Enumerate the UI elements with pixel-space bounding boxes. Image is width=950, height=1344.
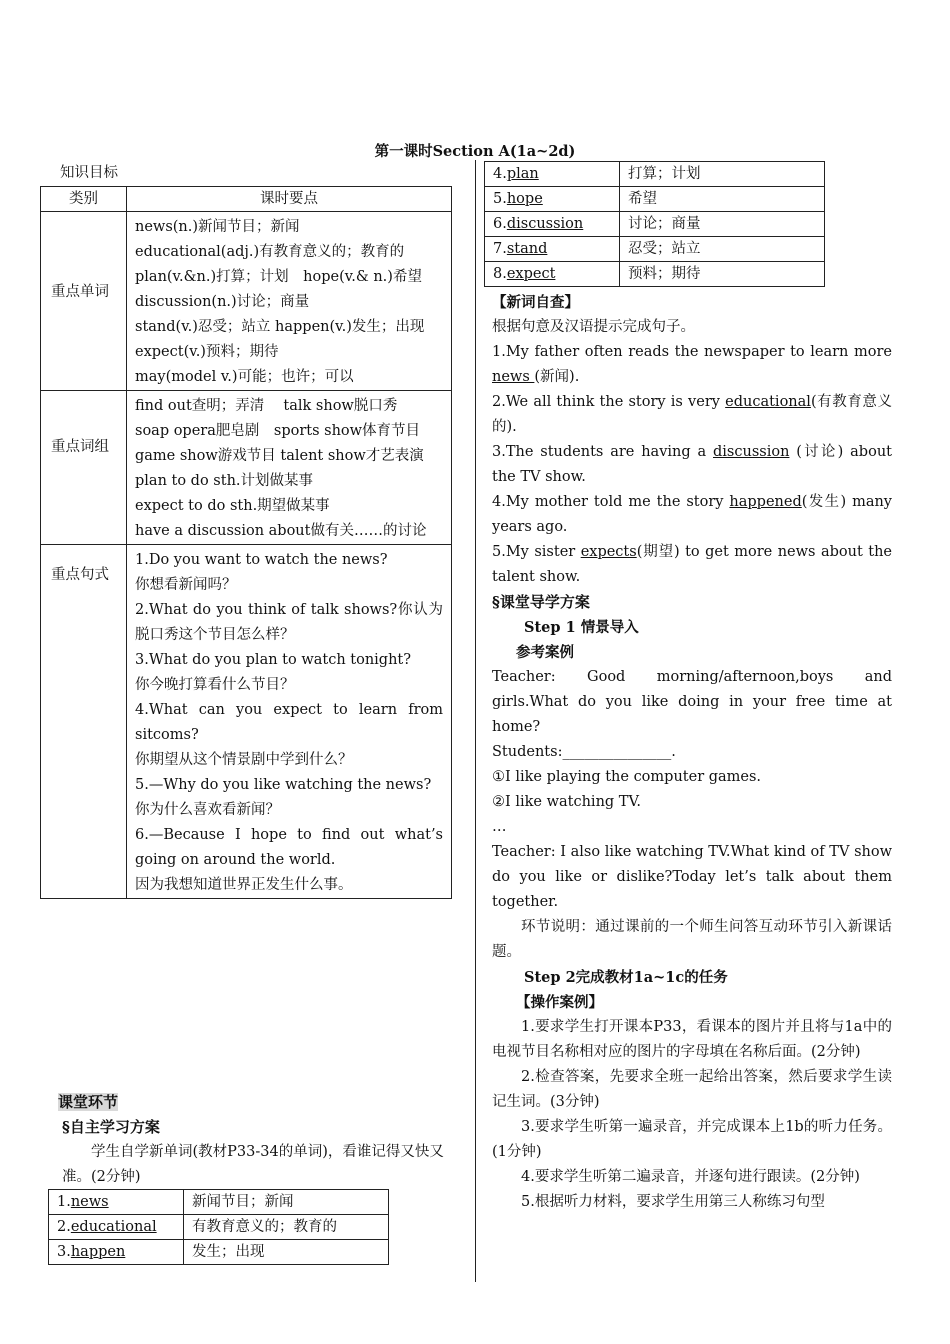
exercise-hint: (有教育意义的). (492, 394, 892, 435)
exercise-text: 3.The students are having a (492, 444, 713, 460)
point-line: plan(v.&n.)打算；计划 hope(v.& n.)希望 (135, 269, 422, 285)
point-line: stand(v.)忍受；站立 happen(v.)发生；出现 (135, 319, 425, 335)
vocab-num: 3. (57, 1244, 71, 1260)
vocab-word: discussion (506, 216, 584, 232)
table-row (49, 1240, 389, 1265)
check-heading: 【新词自查】 (492, 294, 579, 311)
point-line: 1.Do you want to watch the news? (135, 552, 388, 568)
point-line: soap opera肥皂剧 sports show体育节目 (135, 423, 421, 439)
exercise-text: 2.We all think the story is very (492, 394, 726, 410)
exercise-answer: news (492, 369, 535, 385)
answer-line: ②I like watching TV. (492, 794, 642, 810)
step1-heading: Step 1 情景导入 (524, 619, 639, 636)
vocab-word-cell (485, 212, 620, 237)
vocab-meaning: 讨论；商量 (620, 212, 825, 237)
table-row (41, 212, 452, 391)
vocab-meaning: 有教育意义的；教育的 (184, 1215, 389, 1240)
exercise-hint: (讨论) about the TV show. (492, 444, 892, 485)
table-row (41, 391, 452, 545)
table-row (485, 162, 825, 187)
vocab-word: hope (506, 191, 543, 207)
vocab-meaning: 发生；出现 (184, 1240, 389, 1265)
task-item: 4.要求学生听第二遍录音，并逐句进行跟读。(2分钟) (521, 1169, 860, 1185)
point-line: educational(adj.)有教育意义的；教育的 (135, 244, 405, 260)
vocab-num: 6. (493, 216, 507, 232)
task-item: 3.要求学生听第一遍录音，并完成课本上1b的听力任务。(1分钟) (492, 1119, 892, 1160)
point-line: 3.What do you plan to watch tonight? (135, 652, 412, 668)
category-phrases: 重点词组 (41, 391, 127, 545)
vocab-word-cell (485, 237, 620, 262)
exercise-item (492, 540, 892, 590)
point-line: expect to do sth.期望做某事 (135, 498, 330, 514)
check-intro: 根据句意及汉语提示完成句子。 (492, 319, 695, 335)
point-line: 你期望从这个情景剧中学到什么？ (135, 752, 353, 768)
vocab-num: 8. (493, 266, 507, 282)
operation-case-label: 【操作案例】 (516, 994, 603, 1011)
class-section-heading: 课堂环节 (58, 1093, 119, 1111)
vocab-word-cell (49, 1240, 184, 1265)
vocab-table-right (484, 161, 825, 287)
points-cell-sentences (127, 545, 452, 899)
table-row (485, 187, 825, 212)
vocab-word-cell (485, 162, 620, 187)
header-points: 课时要点 (127, 187, 452, 212)
exercise-answer: happened (729, 494, 802, 510)
vocab-num: 2. (57, 1219, 71, 1235)
exercise-hint: (期望) to get more news about the talent show. (492, 544, 892, 585)
exercise-item (492, 490, 892, 540)
vocab-word: educational (70, 1219, 157, 1235)
exercise-hint: (新闻). (534, 369, 580, 385)
table-row (485, 262, 825, 287)
table-row (49, 1190, 389, 1215)
point-line: 2.What do you think of talk shows?你认为脱口秀这个节目怎么样？ (135, 602, 443, 643)
ellipsis-line: … (492, 819, 507, 835)
header-category: 类别 (41, 187, 127, 212)
vocab-meaning: 希望 (620, 187, 825, 212)
point-line: have a discussion about做有关……的讨论 (135, 523, 427, 539)
category-sentences: 重点句式 (41, 545, 127, 899)
exercise-item (492, 340, 892, 390)
knowledge-goal-label: 知识目标 (60, 165, 118, 181)
page-title: 第一课时Section A(1a~2d) (374, 143, 576, 160)
exercise-item (492, 440, 892, 490)
self-study-text: 学生自学新单词(教材P33-34的单词)，看谁记得又快又准。(2分钟) (62, 1144, 444, 1185)
point-line: may(model v.)可能；也许；可以 (135, 369, 354, 385)
exercise-item (492, 390, 892, 440)
reference-case-label: 参考案例 (516, 644, 574, 661)
vocab-word: happen (70, 1244, 126, 1260)
vocab-num: 5. (493, 191, 507, 207)
section-note: 环节说明：通过课前的一个师生问答互动环节引入新课话题。 (492, 919, 892, 960)
exercise-answer: educational (725, 394, 811, 410)
exercise-answer: discussion (713, 444, 790, 460)
points-cell-words (127, 212, 452, 391)
vocab-meaning: 预料；期待 (620, 262, 825, 287)
right-column-text (492, 290, 892, 1215)
table-row (485, 212, 825, 237)
vocab-word-cell (49, 1215, 184, 1240)
point-line: 因为我想知道世界正发生什么事。 (135, 877, 353, 893)
exercise-text: 1.My father often reads the newspaper to learn more (492, 344, 892, 360)
teacher-line: Teacher: Good morning/afternoon,boys and girls.What do you like doing in your free time at home? (492, 669, 892, 735)
point-line: 你今晚打算看什么节目？ (135, 677, 295, 693)
table-header-row (41, 187, 452, 212)
vocab-word-cell (49, 1190, 184, 1215)
answer-line: ①I like playing the computer games. (492, 769, 762, 785)
exercise-text: 5.My sister (492, 544, 581, 560)
key-points-table (40, 186, 452, 899)
vocab-table-left (48, 1189, 389, 1265)
point-line: expect(v.)预料；期待 (135, 344, 279, 360)
point-line: 5.—Why do you like watching the news? (135, 777, 432, 793)
table-row (41, 545, 452, 899)
point-line: news(n.)新闻节目；新闻 (135, 219, 300, 235)
vocab-meaning: 忍受；站立 (620, 237, 825, 262)
vocab-word: plan (506, 166, 539, 182)
exercise-text: 4.My mother told me the story (492, 494, 730, 510)
vocab-num: 7. (493, 241, 507, 257)
table-row (49, 1215, 389, 1240)
vocab-num: 1. (57, 1194, 71, 1210)
self-study-heading: §自主学习方案 (62, 1118, 160, 1136)
point-line: game show游戏节目 talent show才艺表演 (135, 448, 424, 464)
point-line: 你为什么喜欢看新闻？ (135, 802, 280, 818)
point-line: 6.—Because I hope to find out what’s going on around the world. (135, 827, 443, 868)
category-words: 重点单词 (41, 212, 127, 391)
exercise-hint: (发生) many years ago. (492, 494, 892, 535)
task-item: 2.检查答案，先要求全班一起给出答案，然后要求学生读记生词。(3分钟) (492, 1069, 892, 1110)
step2-heading: Step 2完成教材1a~1c的任务 (524, 969, 728, 986)
point-line: 你想看新闻吗？ (135, 577, 237, 593)
vocab-word: stand (506, 241, 548, 257)
points-cell-phrases (127, 391, 452, 545)
teacher-line: Teacher: I also like watching TV.What kind of TV show do you like or dislike?Today let’s talk about them together. (492, 844, 892, 910)
task-item: 5.根据听力材料，要求学生用第三人称练习句型 (521, 1194, 825, 1210)
vocab-meaning: 新闻节目；新闻 (184, 1190, 389, 1215)
guide-heading: §课堂导学方案 (492, 593, 590, 611)
column-divider (475, 160, 476, 1282)
vocab-word: expect (506, 266, 556, 282)
point-line: 4.What can you expect to learn from sitcoms? (135, 702, 443, 743)
point-line: plan to do sth.计划做某事 (135, 473, 314, 489)
task-item: 1.要求学生打开课本P33，看课本的图片并且将与1a中的电视节目名称相对应的图片的字母填在名称后面。(2分钟) (492, 1019, 892, 1060)
vocab-word: news (70, 1194, 109, 1210)
table-row (485, 237, 825, 262)
exercise-answer: expects (580, 544, 637, 560)
students-line: Students:_______________. (492, 744, 676, 760)
point-line: find out查明；弄清 talk show脱口秀 (135, 398, 398, 414)
vocab-meaning: 打算；计划 (620, 162, 825, 187)
vocab-word-cell (485, 262, 620, 287)
vocab-num: 4. (493, 166, 507, 182)
left-bottom-block (58, 1090, 458, 1190)
vocab-word-cell (485, 187, 620, 212)
point-line: discussion(n.)讨论；商量 (135, 294, 310, 310)
